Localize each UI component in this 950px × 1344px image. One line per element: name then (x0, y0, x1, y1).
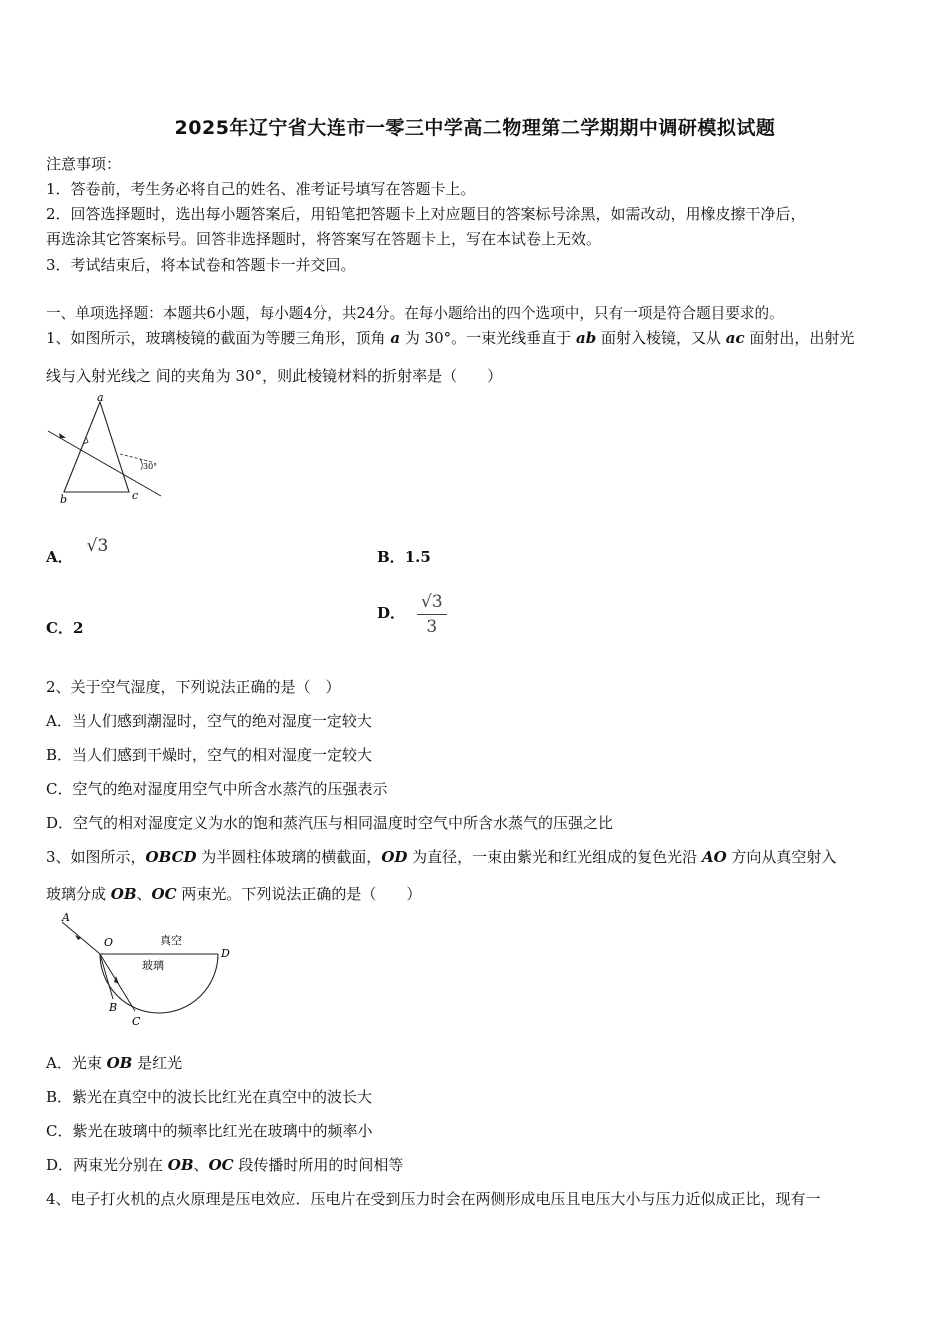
label-o: O (104, 936, 114, 949)
q1-stem-line1: 1、如图所示，玻璃棱镜的截面为等腰三角形，顶角 a 为 30°。一束光线垂直于 ab 面射入棱镜，又从 ac 面射出，出射光 (46, 329, 855, 347)
section-heading: 一、单项选择题：本题共6小题，每小题4分，共24分。在每小题给出的四个选项中，只有一项是符合题目要求的。 (46, 305, 784, 322)
notice-item-2: 2．回答选择题时，选出每小题答案后，用铅笔把答题卡上对应题目的答案标号涂黑，如需改动，用橡皮擦干净后， (46, 205, 806, 223)
q2-stem: 2、关于空气湿度，下列说法正确的是（ ） (46, 678, 341, 696)
q1-prism-figure (44, 390, 166, 506)
angle-label: 30° (143, 462, 158, 471)
q3-option-d: D．两束光分别在 OB、OC 段传播时所用的时间相等 (46, 1156, 404, 1174)
q1-option-c: C．2 (46, 619, 84, 637)
label-c: C (132, 1015, 141, 1028)
page-title: 2025年辽宁省大连市一零三中学高二物理第二学期期中调研模拟试题 (174, 117, 776, 139)
fraction: $\frac{√3}{3}$ (417, 592, 447, 637)
q3-semicircle-figure (50, 908, 240, 1032)
q1-option-b: B．1.5 (377, 548, 431, 566)
vertex-a-label: a (97, 391, 104, 404)
q2-option-b: B．当人们感到干燥时，空气的相对湿度一定较大 (46, 746, 373, 764)
angle-arc (140, 459, 142, 470)
q1-option-d: D． $\frac{√3}{3}$ (377, 592, 447, 637)
label-glass: 玻璃 (142, 959, 164, 972)
notice-heading: 注意事项： (46, 155, 122, 173)
q1-option-a: A．√3 (46, 536, 109, 566)
label-vacuum: 真空 (160, 934, 182, 947)
q3-stem-line1: 3、如图所示，OBCD 为半圆柱体玻璃的横截面，OD 为直径，一束由紫光和红光组成的复色光沿 AO 方向从真空射入 (46, 848, 837, 866)
q3-stem-line2: 玻璃分成 OB、OC 两束光。下列说法正确的是（ ） (46, 885, 422, 903)
notice-item-1: 1．答卷前，考生务必将自己的姓名、准考证号填写在答题卡上。 (46, 180, 476, 198)
extension-line (120, 454, 152, 462)
ray-arrow (59, 433, 66, 438)
prism-triangle (64, 402, 129, 492)
q2-option-d: D．空气的相对湿度定义为水的饱和蒸汽压与相同温度时空气中所含水蒸气的压强之比 (46, 814, 614, 832)
q2-option-c: C．空气的绝对湿度用空气中所含水蒸汽的压强表示 (46, 780, 388, 798)
vertex-c-label: c (132, 489, 139, 502)
label-d: D (221, 947, 230, 960)
ray-ob (100, 954, 113, 999)
q1-stem-line2: 线与入射光线之 间的夹角为 30°，则此棱镜材料的折射率是（ ） (46, 367, 503, 385)
label-a: A (62, 911, 70, 924)
q3-option-b: B．紫光在真空中的波长比红光在真空中的波长大 (46, 1088, 373, 1106)
notice-item-2-cont: 再选涂其它答案标号。回答非选择题时，将答案写在答题卡上，写在本试卷上无效。 (46, 230, 602, 248)
label-b: B (109, 1001, 118, 1014)
q3-option-c: C．紫光在玻璃中的频率比红光在玻璃中的频率小 (46, 1122, 373, 1140)
vertex-b-label: b (60, 493, 68, 506)
q4-stem: 4、电子打火机的点火原理是压电效应．压电片在受到压力时会在两侧形成电压且电压大小与压力近似成正比，现有一 (46, 1190, 821, 1208)
notice-item-3: 3．考试结束后，将本试卷和答题卡一并交回。 (46, 256, 356, 274)
q2-option-a: A．当人们感到潮湿时，空气的绝对湿度一定较大 (46, 712, 372, 730)
q3-option-a: A．光束 OB 是红光 (46, 1054, 183, 1072)
